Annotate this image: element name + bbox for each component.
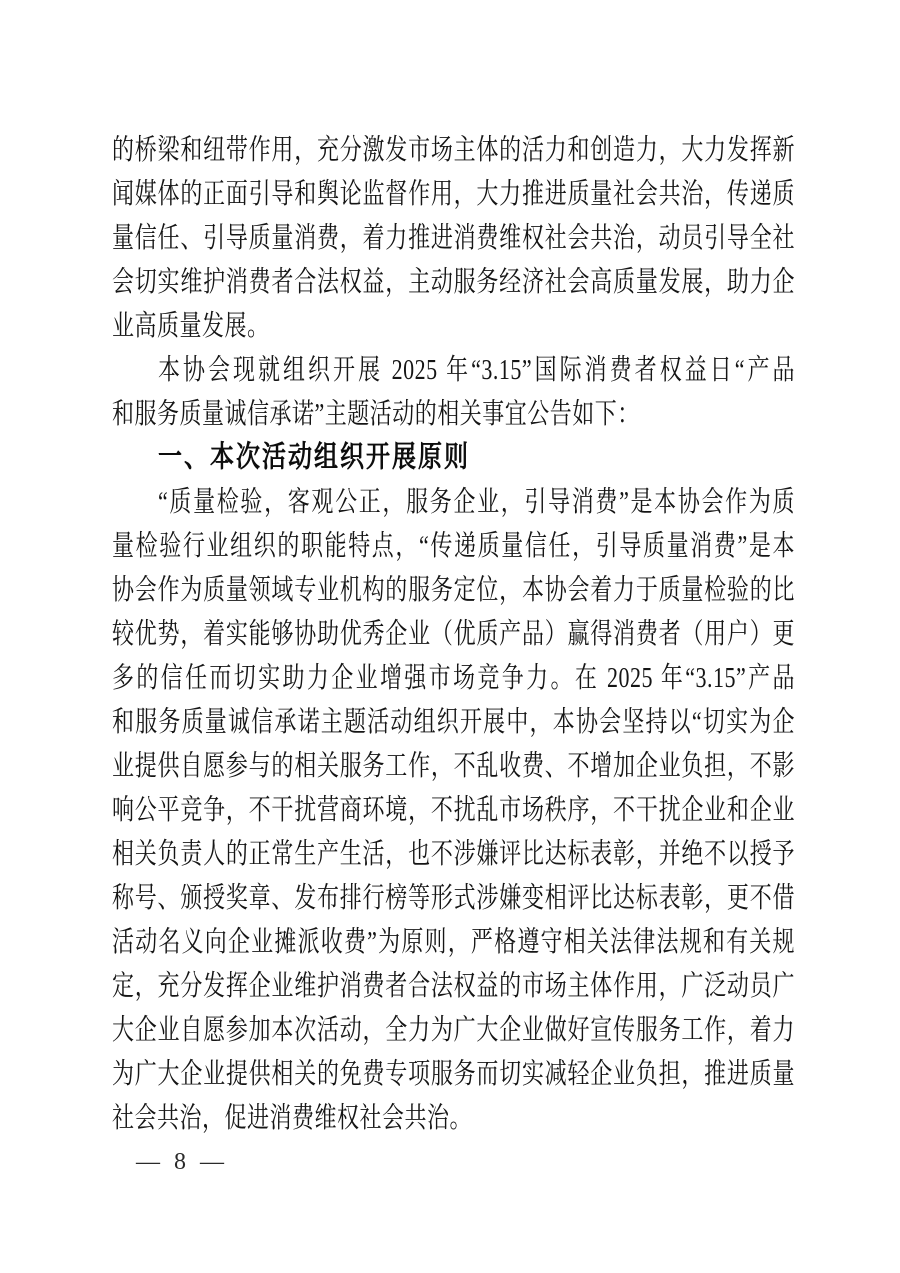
text-line: 社会共治，促进消费维权社会共治。 [112, 1101, 473, 1134]
text-line: 多的信任而切实助力企业增强市场竞争力。在 2025 年“3.15”产品 [112, 661, 795, 694]
text-line: 和服务质量诚信承诺”主题活动的相关事宜公告如下： [112, 397, 640, 430]
text-line: 大企业自愿参加本次活动，全力为广大企业做好宣传服务工作，着力 [112, 1013, 795, 1046]
text-line: 量信任、引导质量消费，着力推进消费维权社会共治，动员引导全社 [112, 221, 795, 254]
text-line: 和服务质量诚信承诺主题活动组织开展中，本协会坚持以“切实为企 [112, 705, 795, 738]
text-line: 会切实维护消费者合法权益，主动服务经济社会高质量发展，助力企 [112, 265, 795, 298]
text-line: 定，充分发挥企业维护消费者合法权益的市场主体作用，广泛动员广 [112, 969, 795, 1002]
continued-paragraph [112, 128, 795, 348]
text-line: 为广大企业提供相关的免费专项服务而切实减轻企业负担，推进质量 [112, 1057, 795, 1090]
text-line: 的桥梁和纽带作用，充分激发市场主体的活力和创造力，大力发挥新 [112, 133, 795, 166]
text-line: 较优势，着实能够协助优秀企业（优质产品）赢得消费者（用户）更 [112, 617, 795, 650]
text-line: 量检验行业组织的职能特点，“传递质量信任，引导质量消费”是本 [112, 529, 795, 562]
principles-paragraph [112, 480, 795, 1140]
text-line: 闻媒体的正面引导和舆论监督作用，大力推进质量社会共治，传递质 [112, 177, 795, 210]
text-line: 响公平竞争，不干扰营商环境，不扰乱市场秩序，不干扰企业和企业 [112, 793, 795, 826]
text-line: 活动名义向企业摊派收费”为原则，严格遵守相关法律法规和有关规 [112, 925, 795, 958]
text-line: 本协会现就组织开展 2025 年“3.15”国际消费者权益日“产品 [158, 353, 795, 386]
text-line: 相关负责人的正常生产生活，也不涉嫌评比达标表彰，并绝不以授予 [112, 837, 795, 870]
text-line: 称号、颁授奖章、发布排行榜等形式涉嫌变相评比达标表彰，更不借 [112, 881, 795, 914]
intro-paragraph [112, 348, 795, 436]
text-line: 业提供自愿参与的相关服务工作，不乱收费、不增加企业负担，不影 [112, 749, 795, 782]
text-line: 协会作为质量领域专业机构的服务定位，本协会着力于质量检验的比 [112, 573, 795, 606]
text-line: “质量检验，客观公正，服务企业，引导消费”是本协会作为质 [158, 485, 795, 518]
page-number-footer: — 8 — [136, 1149, 228, 1175]
section-heading: 一、本次活动组织开展原则 [158, 440, 470, 474]
document-body [112, 128, 795, 1140]
text-line: 业高质量发展。 [112, 309, 270, 342]
